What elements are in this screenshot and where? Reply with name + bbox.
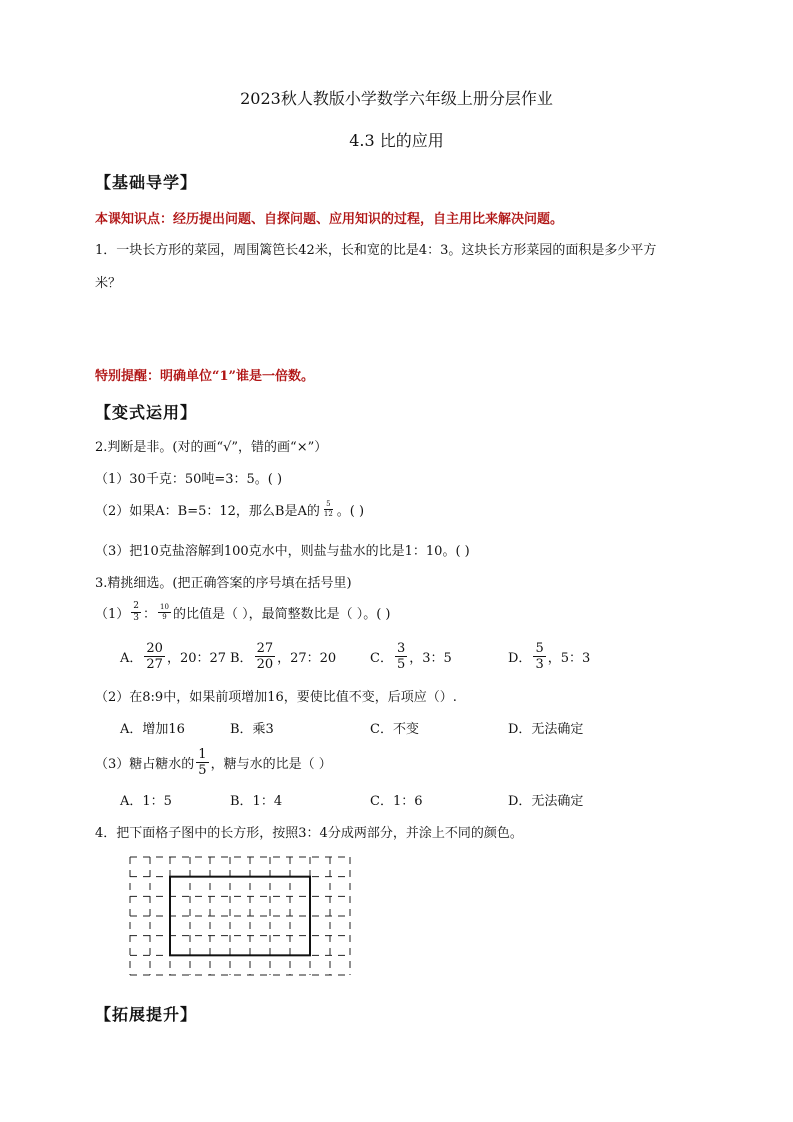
fraction-denominator: 20 [256, 657, 274, 672]
question-3-title: 3.精挑细选。(把正确答案的序号填在括号里) [95, 576, 352, 591]
fraction-numerator: 27 [256, 641, 274, 656]
question-3-part-1 [95, 602, 391, 623]
question-3-part-2-option-c: C．不变 [370, 722, 419, 737]
option-text: ，3：5 [409, 651, 452, 666]
page-subtitle: 4.3 比的应用 [349, 131, 444, 150]
option-text: ，27：20 [277, 651, 337, 666]
question-3-part-3-end: ，糖与水的比是（ ） [210, 757, 332, 772]
fraction-numerator: 10 [160, 603, 169, 611]
fraction-2-3 [131, 602, 141, 623]
fraction-numerator: 20 [146, 641, 163, 656]
section-variant-heading: 【变式运用】 [95, 403, 198, 422]
question-3-part-3-option-c: C．1：6 [370, 794, 423, 809]
fraction-numerator: 1 [198, 747, 207, 762]
fraction-10-9 [158, 604, 171, 621]
question-3-part-3-option-a: A．1：5 [120, 794, 172, 809]
page-title: 2023秋人教版小学数学六年级上册分层作业 [240, 89, 553, 108]
question-2-title: 2.判断是非。(对的画“√”，错的画“×”） [95, 440, 328, 455]
section-extend-heading: 【拓展提升】 [95, 1005, 198, 1024]
knowledge-point-note: 本课知识点：经历提出问题、自探问题、应用知识的过程，自主用比来解决问题。 [95, 212, 564, 227]
fraction-numerator: 2 [133, 601, 140, 611]
question-2-part-1: （1）30千克：50吨=3：5。( ) [95, 472, 283, 487]
fraction-5-12 [322, 501, 335, 518]
option-label: B． [230, 651, 253, 666]
ratio-colon: ： [143, 607, 157, 622]
fraction-1-5 [196, 748, 208, 777]
option-text: ，20：27 [166, 651, 227, 666]
question-2-part-2-text: （2）如果A：B=5：12，那么B是A的 [95, 504, 320, 519]
fraction-denominator: 5 [198, 763, 207, 778]
fraction-3-5 [395, 642, 407, 671]
question-3-part-1-option-d [508, 642, 590, 671]
question-3-part-1-option-c [370, 642, 452, 671]
question-1-line-2: 米？ [95, 276, 122, 291]
option-label: D． [508, 651, 532, 666]
option-label: C． [370, 651, 393, 666]
question-3-part-3-text: （3）糖占糖水的 [95, 757, 195, 772]
fraction-numerator: 3 [396, 641, 406, 656]
fraction-5-3 [533, 642, 545, 671]
question-3-part-1-option-a [120, 642, 226, 671]
rectangle-grid[interactable] [128, 855, 352, 977]
question-3-part-3-option-b: B．1：4 [230, 794, 283, 809]
question-3-part-2: （2）在8:9中，如果前项增加16，要使比值不变，后项应（）. [95, 690, 457, 705]
question-2-part-2-end: 。( ) [336, 504, 365, 519]
option-label: A． [120, 651, 143, 666]
fraction-denominator: 27 [146, 657, 163, 672]
fraction-numerator: 5 [326, 500, 331, 508]
fraction-denominator: 9 [162, 613, 167, 621]
question-3-part-1-label: （1） [95, 607, 130, 622]
section-basic-heading: 【基础导学】 [95, 173, 198, 192]
fraction-27-20 [255, 642, 276, 671]
reminder-note: 特别提醒：明确单位“1”谁是一倍数。 [95, 369, 315, 384]
question-4-title: 4．把下面格子图中的长方形，按照3：4分成两部分，并涂上不同的颜色。 [95, 826, 523, 841]
grid-drawing [128, 855, 352, 977]
question-3-part-1-text: 的比值是（ ），最简整数比是（ ）。( ) [172, 607, 391, 622]
fraction-denominator: 5 [396, 657, 406, 672]
question-1-line-1: 1．一块长方形的菜园，周围篱笆长42米，长和宽的比是4：3。这块长方形菜园的面积是多少平方 [95, 243, 657, 258]
question-3-part-2-option-b: B．乘3 [230, 722, 274, 737]
question-3-part-2-option-d: D．无法确定 [508, 722, 584, 737]
question-3-part-1-option-b [230, 642, 336, 671]
question-3-part-3 [95, 748, 332, 777]
question-2-part-3: （3）把10克盐溶解到100克水中，则盐与盐水的比是1：10。( ) [95, 544, 470, 559]
question-3-part-3-option-d: D．无法确定 [508, 794, 584, 809]
fraction-denominator: 3 [133, 613, 140, 623]
fraction-numerator: 5 [535, 641, 544, 656]
question-2-part-2 [95, 500, 364, 519]
fraction-denominator: 3 [535, 657, 544, 672]
fraction-denominator: 12 [323, 510, 333, 518]
question-3-part-2-option-a: A．增加16 [120, 722, 185, 737]
option-text: ，5：3 [547, 651, 591, 666]
fraction-20-27 [144, 642, 165, 671]
